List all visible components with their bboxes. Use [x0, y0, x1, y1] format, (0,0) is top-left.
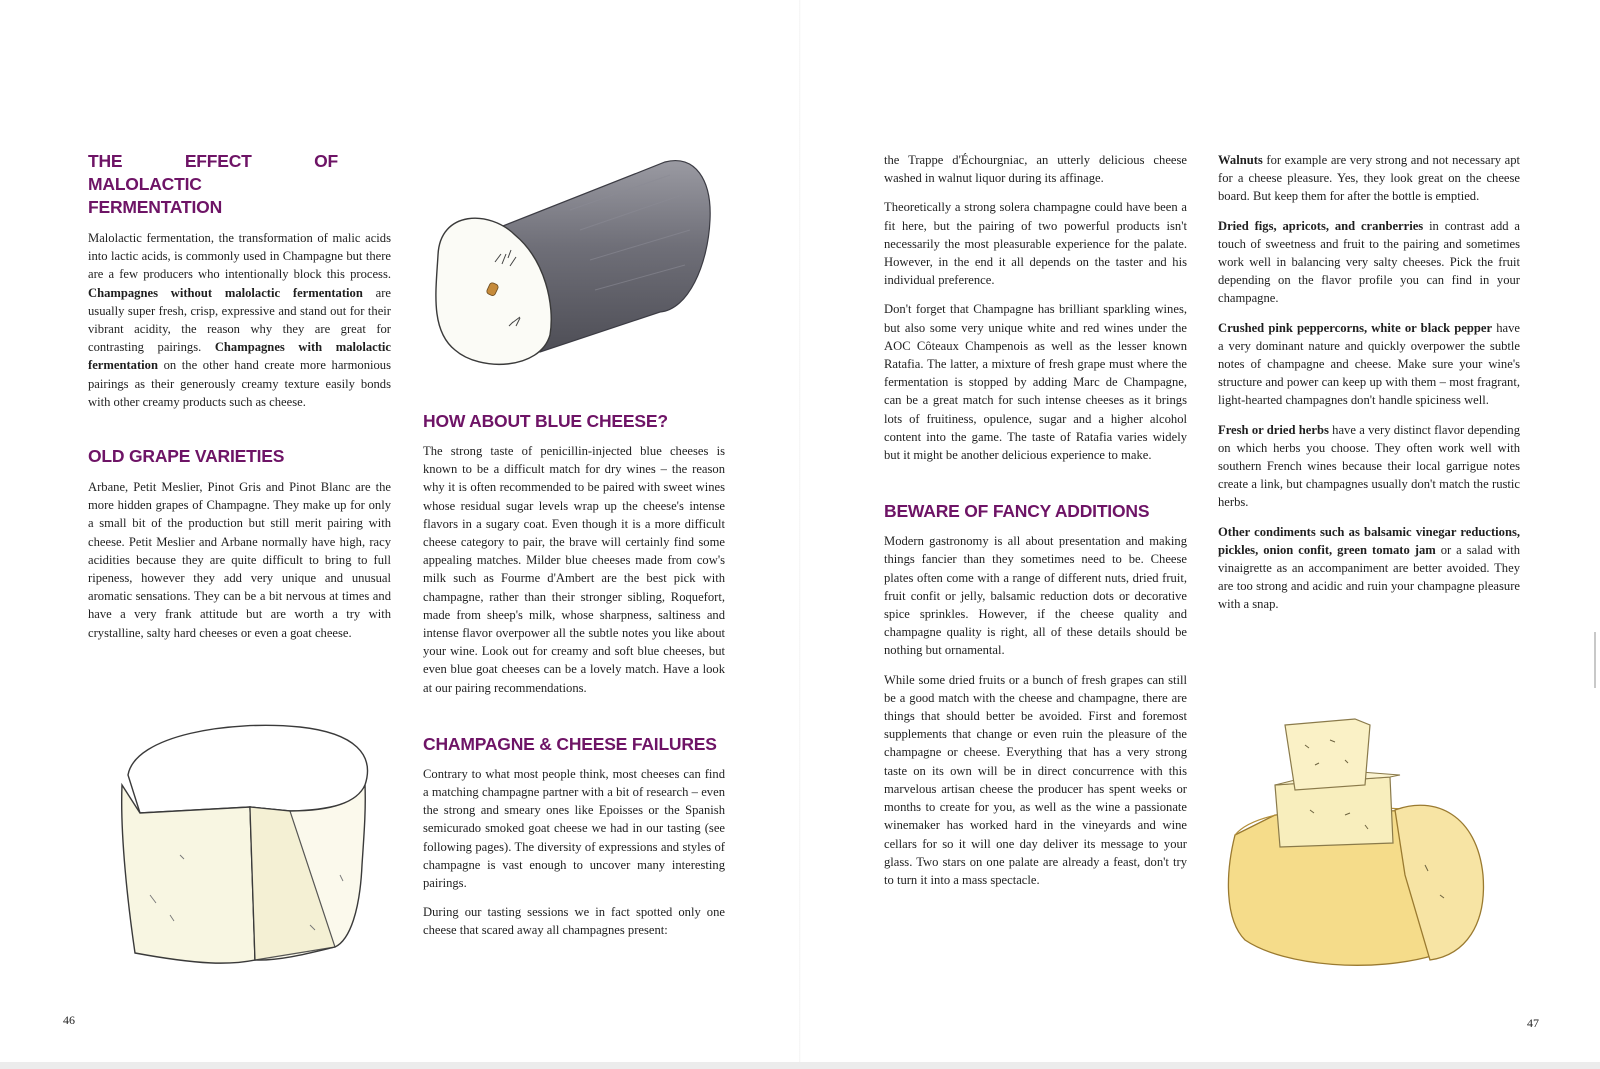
hard-cheese-stack-illustration	[1215, 715, 1505, 975]
heading-blue-cheese: HOW ABOUT BLUE CHEESE?	[423, 411, 668, 431]
grape-paragraph: Arbane, Petit Meslier, Pinot Gris and Pinot Blanc are the more hidden grapes of Champagne. They make up for only a small bit of the production but still merit pairing with cheese. Petit Meslier and Arbane normally have high, racy acidities because they are quite difficult to bring to full ripeness, however they add very unique and unusual aromatic sensations. They can be a bit nervous at times and have a very frank attitude but are worth a try with crystalline, salty hard cheeses or even a goat cheese.	[88, 480, 391, 640]
heading-fancy-additions: BEWARE OF FANCY ADDITIONS	[884, 501, 1150, 522]
right-column-2	[1218, 151, 1520, 625]
pepper-paragraph: Crushed pink peppercorns, white or black pepper have a very dominant nature and quickly overpower the subtle notes of champagne and cheese. Make sure your wine's structure and power can keep up with them – most fragrant, light-hearted champagnes don't handle spiciness well.	[1218, 320, 1521, 408]
page-number-right: 47	[1527, 1016, 1539, 1030]
heading-old-grape-varieties: OLD GRAPE VARIETIES	[88, 446, 285, 467]
blue-cheese-paragraph: The strong taste of penicillin-injected blue cheeses is known to be a difficult match for dry wines – the reason why it is often recommended to be paired with sweet wines whose residual sugar levels wrap up the cheese's intense flavors in a sugary coat. Even though it is a more difficult cheese category to pair, the brave will certainly find some appealing matches. Milder blue cheeses made from cow's milk such as Fourme d'Ambert are the best pick with champagne, rather than their stronger sibling, Roquefort, made from sheep's milk, whose sharpness, saltiness and intense flavor overpower all the subtle notes you like about your wine. Look out for creamy and soft blue cheeses, but even blue goat cheeses can be a lovely match. Have a look at our pairing recommendations.	[423, 444, 725, 695]
herbs-paragraph: Fresh or dried herbs have a very distinct flavor depending on which herbs you choose. They often work well with southern French wines because their local garrigue notes create a link, but champagnes usually don't match the rustic herbs.	[1218, 422, 1520, 510]
continued-paragraph-2: Theoretically a strong solera champagne could have been a fit here, but the pairing of two powerful products isn't necessarily the most pleasurable experience for the palate. However, in the end it all depends on the taster and his individual preference.	[884, 200, 1187, 288]
page-number-left: 46	[63, 1013, 75, 1027]
continued-paragraph-3: Don't forget that Champagne has brilliant sparkling wines, but also some very unique white and red wines under the AOC Côteaux Champenois as well as the lesser known Ratafia. The latter, a mixture of fresh grape must where the fermentation is stopped by adding Marc de Champagne, can be a great match for such intense cheeses as it brings lots of fruitiness, opulence, sugar and a higher alcohol content into the game. The taste of Ratafia varies widely but it might be another delicious experience to make.	[884, 302, 1187, 463]
left-column-1	[88, 150, 391, 653]
fancy-paragraph-1: Modern gastronomy is all about presentation and making things fancier than they sometimes need to be. Cheese plates often come with a range of different nuts, dried fruit, fruit confit or jelly, balsamic reduction dots or decorative spice sprinkles. However, if the cheese quality and champagne quality is right, all of these details should be nothing but ornamental.	[884, 534, 1187, 658]
heading-failures: CHAMPAGNE & CHEESE FAILURES	[423, 733, 717, 754]
figs-paragraph: Dried figs, apricots, and cranberries in contrast add a touch of sweetness and fruit to the pairing and sometimes work well in balancing very salty cheeses. Pick the fruit depending on the flavor profile you can find in your champagne.	[1218, 218, 1520, 306]
heading-malolactic: THE EFFECT OF MALOLACTIC FERMENTATION	[88, 151, 338, 217]
condiments-paragraph: Other condiments such as balsamic vinegar reductions, pickles, onion confit, green tomato jam or a salad with vinaigrette as an accompaniment are better avoided. They are too strong and acidic and ruin your champagne pleasure with a snap.	[1218, 524, 1520, 612]
right-column-1	[884, 151, 1187, 900]
walnuts-paragraph: Walnuts for example are very strong and not necessary apt for a cheese pleasure. Yes, they look great on the cheese board. But keep them for after the bottle is emptied.	[1218, 153, 1520, 204]
continued-paragraph-1: the Trappe d'Échourgniac, an utterly delicious cheese washed in walnut liquor during its affinage.	[884, 153, 1187, 186]
page-edge-tab	[1594, 632, 1596, 688]
failures-paragraph-2: During our tasting sessions we in fact spotted only one cheese that scared away all champagnes present:	[423, 905, 725, 938]
failures-paragraph-1: Contrary to what most people think, most cheeses can find a matching champagne partner with a bit of research – even the strong and smeary ones like Epoisses or the Spanish semicurado smoked goat cheese we had in our tasting (see following pages). The diversity of expressions and styles of champagne is vast enough to uncover many interesting pairings.	[423, 766, 725, 891]
goat-cheese-log-illustration	[420, 140, 730, 380]
white-rind-cheese-wheel-illustration	[110, 715, 380, 975]
page-bottom-edge	[0, 1062, 1600, 1069]
page-gutter	[799, 0, 801, 1062]
left-column-2	[423, 410, 725, 951]
fancy-paragraph-2: While some dried fruits or a bunch of fresh grapes can still be a good match with the cheese and champagne, there are things that should better be avoided. First and foremost supplements that change or even ruin the pleasure of the champagne or cheese. Everything that has a very strong taste on its own will be in direct concurrence with this marvelous artisan cheese the producer has spent weeks or months to create for you, as well as the wine a passionate winemaker has worked hard in the vineyards and wine cellars for so it will one day deliver its message to your glass. Two stars on one palate are already a feast, don't try to turn it into a mass spectacle.	[884, 672, 1187, 887]
malolactic-paragraph: Malolactic fermentation, the transformation of malic acids into lactic acids, is commonly used in Champagne but there are a few producers who intentionally block this process. Champagnes without malolactic fermentation are usually super fresh, crisp, expressive and stand out for their vibrant acidity, the reason why they are great for contrasting pairings. Champagnes with malolactic fermentation on the other hand create more harmonious pairings as their generously creamy texture easily bonds with other creamy products such as cheese.	[88, 231, 391, 409]
